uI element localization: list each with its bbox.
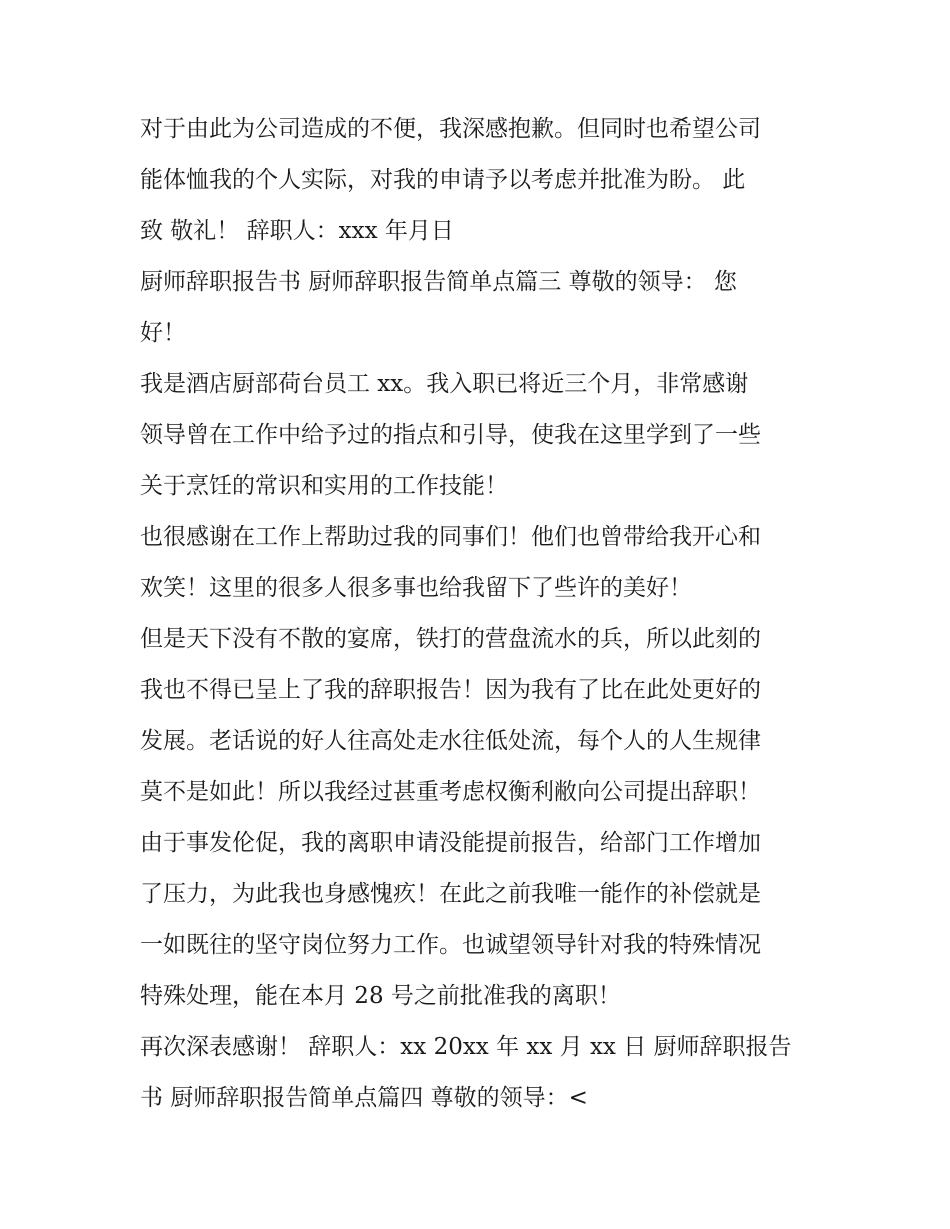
text-line: 由于事发伦促，我的离职申请没能提前报告，给部门工作增加 (140, 830, 761, 856)
text-line: 好！ (140, 320, 186, 346)
text-line: 对于由此为公司造成的不便，我深感抱歉。但同时也希望公司 (140, 116, 761, 142)
text-line: 致 敬礼！ 辞职人：xxx 年月日 (140, 218, 454, 244)
text-line: 再次深表感谢！ 辞职人：xx 20xx 年 xx 月 xx 日 厨师辞职报告 (140, 1034, 792, 1060)
text-line: 厨师辞职报告书 厨师辞职报告简单点篇三 尊敬的领导： 您 (140, 269, 737, 295)
document-body (140, 104, 820, 1124)
text-line: 关于烹饪的常识和实用的工作技能！ (140, 473, 508, 499)
text-line: 一如既往的坚守岗位努力工作。也诚望领导针对我的特殊情况 (140, 932, 761, 958)
text-line: 欢笑！这里的很多人很多事也给我留下了些许的美好！ (140, 575, 692, 601)
text-line: 了压力，为此我也身感愧疚！在此之前我唯一能作的补偿就是 (140, 881, 761, 907)
text-line: 书 厨师辞职报告简单点篇四 尊敬的领导：< (140, 1085, 588, 1111)
text-line: 我是酒店厨部荷台员工 xx。我入职已将近三个月，非常感谢 (140, 371, 749, 397)
text-line: 能体恤我的个人实际，对我的申请予以考虑并批准为盼。 此 (140, 167, 746, 193)
text-line: 领导曾在工作中给予过的指点和引导，使我在这里学到了一些 (140, 422, 761, 448)
text-line: 但是天下没有不散的宴席，铁打的营盘流水的兵，所以此刻的 (140, 626, 761, 652)
text-line: 发展。老话说的好人往高处走水往低处流，每个人的人生规律 (140, 728, 761, 754)
text-line: 也很感谢在工作上帮助过我的同事们！他们也曾带给我开心和 (140, 524, 761, 550)
text-line: 特殊处理，能在本月 28 号之前批准我的离职！ (140, 983, 621, 1009)
text-line: 莫不是如此！所以我经过甚重考虑权衡利敝向公司提出辞职！ (140, 779, 761, 805)
text-line: 我也不得已呈上了我的辞职报告！因为我有了比在此处更好的 (140, 677, 761, 703)
